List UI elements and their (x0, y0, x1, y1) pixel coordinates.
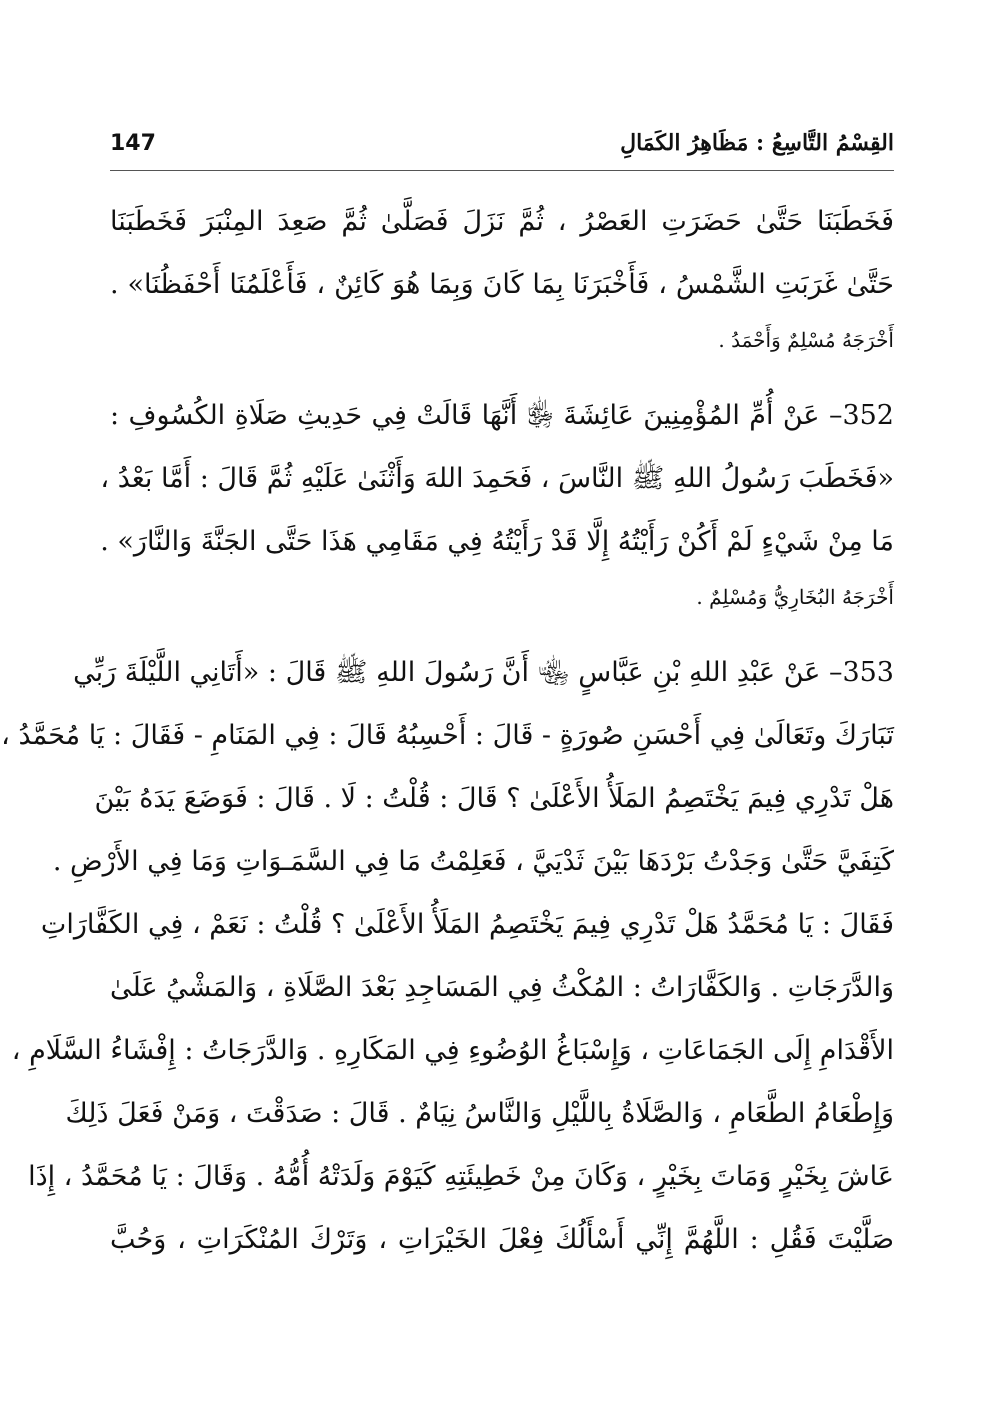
text-line: 352– عَنْ أُمِّ المُؤْمِنِينَ عَائِشَةَ ﵂ أَنَّهَا قَالَتْ فِي حَدِيثِ صَلَاةِ الكُسُوفِ : (110, 400, 894, 431)
text-line: حَتَّىٰ غَرَبَتِ الشَّمْسُ ، فَأَخْبَرَنَا بِمَا كَانَ وَبِمَا هُوَ كَائِنٌ ، فَأَعْلَمُنَا أَحْفَظُنَا» . (110, 269, 894, 300)
text-line: وَالدَّرَجَاتِ . وَالكَفَّارَاتُ : المُكْثُ فِي المَسَاجِدِ بَعْدَ الصَّلَاةِ ، وَالمَشْيُ عَلَىٰ (110, 972, 894, 1003)
text-line: مَا مِنْ شَيْءٍ لَمْ أَكُنْ رَأَيْتُهُ إِلَّا قَدْ رَأَيْتُهُ فِي مَقَامِي هَذَا حَتَّى الجَنَّةَ وَالنَّارَ» . (100, 526, 894, 557)
text-line: 353– عَنْ عَبْدِ اللهِ بْنِ عَبَّاسٍ ﵄ أَنَّ رَسُولَ اللهِ ﷺ قَالَ : «أَتَانِي اللَّيْلَةَ رَبِّي (73, 657, 894, 688)
text-line: الأَقْدَامِ إِلَى الجَمَاعَاتِ ، وَإِسْبَاغُ الوُضُوءِ فِي المَكَارِهِ . وَالدَّرَجَاتُ : إِفْشَاءُ السَّلَامِ ، (11, 1035, 894, 1066)
text-line: تَبَارَكَ وتَعَالَىٰ فِي أَحْسَنِ صُورَةٍ - قَالَ : أَحْسِبُهُ قَالَ : فِي المَنَامِ - فَقَالَ : يَا مُحَمَّدُ ، (1, 720, 894, 751)
text-line: عَاشَ بِخَيْرٍ وَمَاتَ بِخَيْرٍ ، وَكَانَ مِنْ خَطِيئَتِهِ كَيَوْمَ وَلَدَتْهُ أُمُّهُ . وَقَالَ : يَا مُحَمَّدُ ، إِذَا (28, 1161, 894, 1192)
source-citation: أَخْرَجَهُ البُخَارِيُّ وَمُسْلِمٌ . (696, 585, 894, 609)
text-line: صَلَّيْتَ فَقُلِ : اللَّهُمَّ إِنِّي أَسْأَلُكَ فِعْلَ الخَيْرَاتِ ، وَتَرْكَ المُنْكَرَاتِ ، وَحُبَّ (110, 1224, 894, 1255)
text-line: «فَخَطَبَ رَسُولُ اللهِ ﷺ النَّاسَ ، فَحَمِدَ اللهَ وَأَثْنَىٰ عَلَيْهِ ثُمَّ قَالَ : أَمَّا بَعْدُ ، (100, 463, 894, 494)
source-citation: أَخْرَجَهُ مُسْلِمٌ وَأَحْمَدُ . (718, 328, 894, 352)
text-line: وَإِطْعَامُ الطَّعَامِ ، وَالصَّلَاةُ بِاللَّيْلِ وَالنَّاسُ نِيَامٌ . قَالَ : صَدَقْتَ ، وَمَنْ فَعَلَ ذَلِكَ (65, 1098, 894, 1129)
text-line: فَخَطَبَنَا حَتَّىٰ حَضَرَتِ العَصْرُ ، ثُمَّ نَزَلَ فَصَلَّىٰ ثُمَّ صَعِدَ المِنْبَرَ فَخَطَبَنَا (110, 206, 894, 237)
text-line: هَلْ تَدْرِي فِيمَ يَخْتَصِمُ المَلَأُ الأَعْلَىٰ ؟ قَالَ : قُلْتُ : لَا . قَالَ : فَوَضَعَ يَدَهُ بَيْنَ (94, 783, 894, 814)
hadith-continuation (110, 190, 894, 364)
text-line: كَتِفَيَّ حَتَّىٰ وَجَدْتُ بَرْدَهَا بَيْنَ ثَدْيَيَّ ، فَعَلِمْتُ مَا فِي السَّمَـوَاتِ وَمَا فِي الأَرْضِ . (52, 846, 894, 877)
hadith-353 (1, 641, 894, 1271)
page-body (1, 190, 894, 1271)
chapter-title: القِسْمُ التَّاسِعُ : مَظَاهِرُ الكَمَالِ (620, 130, 894, 156)
text-line: فَقَالَ : يَا مُحَمَّدُ هَلْ تَدْرِي فِيمَ يَخْتَصِمُ المَلَأُ الأَعْلَىٰ ؟ قُلْتُ : نَعَمْ ، فِي الكَفَّارَاتِ (40, 909, 894, 940)
hadith-352 (100, 384, 894, 621)
running-header (110, 118, 894, 168)
page-number: 147 (110, 130, 156, 156)
header-divider (110, 170, 894, 171)
